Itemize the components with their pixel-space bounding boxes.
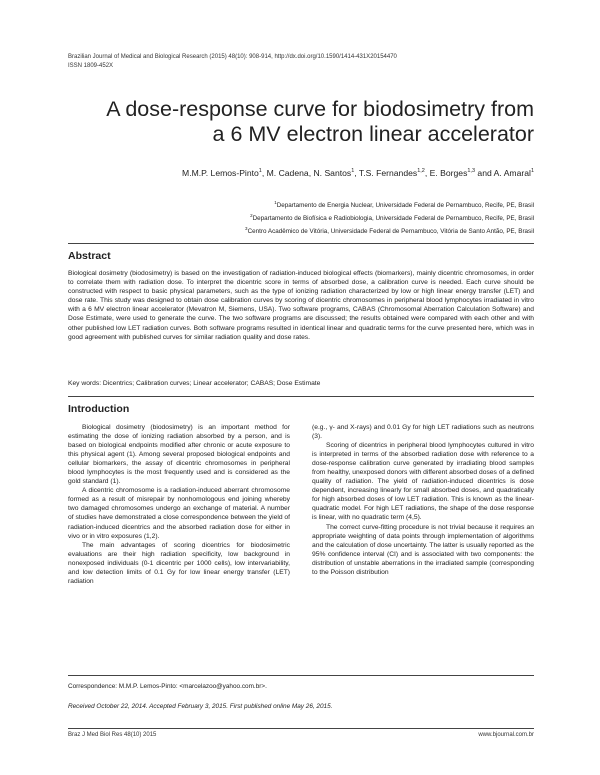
affiliation-text: Departamento de Biofísica e Radiobiologia, Universidade Federal de Pernambuco, Recife, PE, Brasil: [252, 215, 534, 223]
abstract-heading: Abstract: [68, 250, 111, 262]
intro-left-column: [68, 423, 290, 586]
author-separator: ,: [261, 167, 267, 178]
affiliations: [114, 198, 534, 237]
author-name: N. Santos: [313, 167, 352, 178]
author-name: T.S. Fernandes: [358, 167, 418, 178]
divider-middle: [68, 396, 534, 397]
affiliation-text: Departamento de Energia Nuclear, Universidade Federal de Pernambuco, Recife, PE, Brasil: [276, 202, 534, 210]
affiliation-text: Centro Acadêmico de Vitória, Universidade Federal de Pernambuco, Vitória de Santo Antão, PE, Brasil: [247, 228, 534, 236]
divider-footnote: [68, 675, 534, 676]
affiliation-line: [114, 224, 534, 237]
intro-paragraph: The correct curve-fitting procedure is not trivial because it requires an appropriate weighting of data points through implementation of algorithms and the calculation of dose uncertainty. The latter is usually reported as the 95% confidence interval (CI) and is associated with two components: the distribution of unstable aberrations in the irradiated sample (corresponding to the Poisson distribution: [312, 523, 534, 576]
title-line-1: A dose-response curve for biodosimetry from: [106, 97, 534, 121]
divider-top: [68, 243, 534, 244]
author-separator: ,: [354, 167, 359, 178]
divider-bottom: [68, 728, 534, 729]
author-affiliation-marker: 1: [258, 168, 262, 174]
intro-paragraph: A dicentric chromosome is a radiation-induced aberrant chromosome formed as a result of misrepair by nonhomologous end joining whereby two damaged chromosomes undergo an exchange of material. A number of studies have demonstrated a close correspondence between the yield of radiation-induced dicentrics and the absorbed radiation dose for either in vivo or in vitro exposures (1,2).: [68, 487, 290, 540]
author-affiliation-marker: 1,2: [417, 168, 425, 174]
author-name: M. Cadena: [266, 167, 309, 178]
keywords: Key words: Dicentrics; Calibration curves; Linear accelerator; CABAS; Dose Estimate: [68, 380, 321, 387]
affiliation-marker: 1: [274, 200, 277, 205]
journal-header: [68, 53, 397, 71]
author-affiliation-marker: 1: [530, 168, 534, 174]
author-affiliation-marker: 1: [351, 168, 355, 174]
abstract-text: Biological dosimetry (biodosimetry) is based on the investigation of radiation-induced biological effects (biomarkers), mainly dicentric chromosomes, in order to correlate them with radiation dose. To interpret the dicentric score in terms of absorbed dose, a calibration curve is needed. Each curve should be constructed with respect to basic physical parameters, such as the type of ionizing radiation characterized by low or high linear energy transfer (LET) and dose rate. This study was designed to obtain dose calibration curves by scoring of dicentric chromosomes in peripheral blood lymphocytes irradiated in vitro with a 6 MV electron linear accelerator (Mevatron M, Siemens, USA). Two software programs, CABAS (Chromosomal Aberration Calculation Software) and Dose Estimate, were used to generate the curve. The two software programs are discussed; the results obtained were compared with each other and with other published low LET radiation curves. Both software programs resulted in identical linear and quadratic terms for the curve presented here, which was in good agreement with published curves for similar radiation quality and dose rates.: [68, 270, 534, 341]
title-line-2: a 6 MV electron linear accelerator: [212, 122, 534, 146]
author-affiliation-marker: 1,3: [467, 168, 476, 174]
correspondence: Correspondence: M.M.P. Lemos-Pinto: <marcelazoo@yahoo.com.br>.: [68, 683, 267, 690]
affiliation-line: [114, 211, 534, 224]
author-name: A. Amaral: [493, 167, 531, 178]
author-separator: ,: [308, 167, 314, 178]
intro-right-column: [312, 423, 534, 577]
author-name: M.M.P. Lemos-Pinto: [182, 167, 259, 178]
author-name: E. Borges: [429, 167, 468, 178]
affiliation-marker: 2: [250, 213, 253, 219]
affiliation-marker: 3: [245, 226, 248, 232]
intro-paragraph: The main advantages of scoring dicentrics for biodosimetric evaluations are their high radiation specificity, low background in nonexposed individuals (0-1 dicentric per 1000 cells), low intervariability, and low detection limits of 0.1 Gy for low linear energy transfer (LET) radiation: [68, 541, 290, 585]
journal-citation-line: Brazilian Journal of Medical and Biological Research (2015) 48(10): 908-914, http://dx.doi.org/10.1590/1414-431X20154470: [68, 54, 397, 60]
issn: ISSN 1809-452X: [68, 63, 114, 69]
author-separator: and: [475, 167, 494, 178]
author-separator: ,: [424, 167, 430, 178]
intro-paragraph: Scoring of dicentrics in peripheral blood lymphocytes cultured in vitro is interpreted in terms of the absorbed radiation dose with reference to a dose-response calibration curve generated by irradiating blood samples from healthy, unexposed donors with different absorbed doses of a defined quality of radiation. The yield of radiation-induced dicentrics is dose dependent, increasing linearly for small absorbed doses, and quadratically for high absorbed doses of low LET radiation. This is known as the linear-quadratic model. For high LET radiations, the shape of the dose response is linear, with no quadratic term (4,5).: [312, 442, 534, 522]
affiliation-line: [114, 198, 534, 211]
author-list: [134, 164, 534, 180]
intro-paragraph: Biological dosimetry (biodosimetry) is an important method for estimating the dose of ionizing radiation absorbed by a person, and is based on biological endpoints modified after chronic or acute exposure to this physical agent (1). Among several proposed biological endpoints and cellular biomarkers, the assay of dicentric chromosomes in peripheral blood lymphocytes is the most frequently used and is considered as the gold standard (1).: [68, 424, 290, 486]
footer-website[interactable]: www.bjournal.com.br: [478, 732, 534, 738]
footer-citation: Braz J Med Biol Res 48(10) 2015: [68, 732, 157, 738]
introduction-heading: Introduction: [68, 403, 130, 415]
received-dates: Received October 22, 2014. Accepted February 3, 2015. First published online May 26, 2015.: [68, 703, 333, 710]
intro-paragraph: (e.g., γ- and X-rays) and 0.01 Gy for high LET radiations such as neutrons (3).: [312, 424, 534, 441]
article-title: [64, 97, 534, 147]
